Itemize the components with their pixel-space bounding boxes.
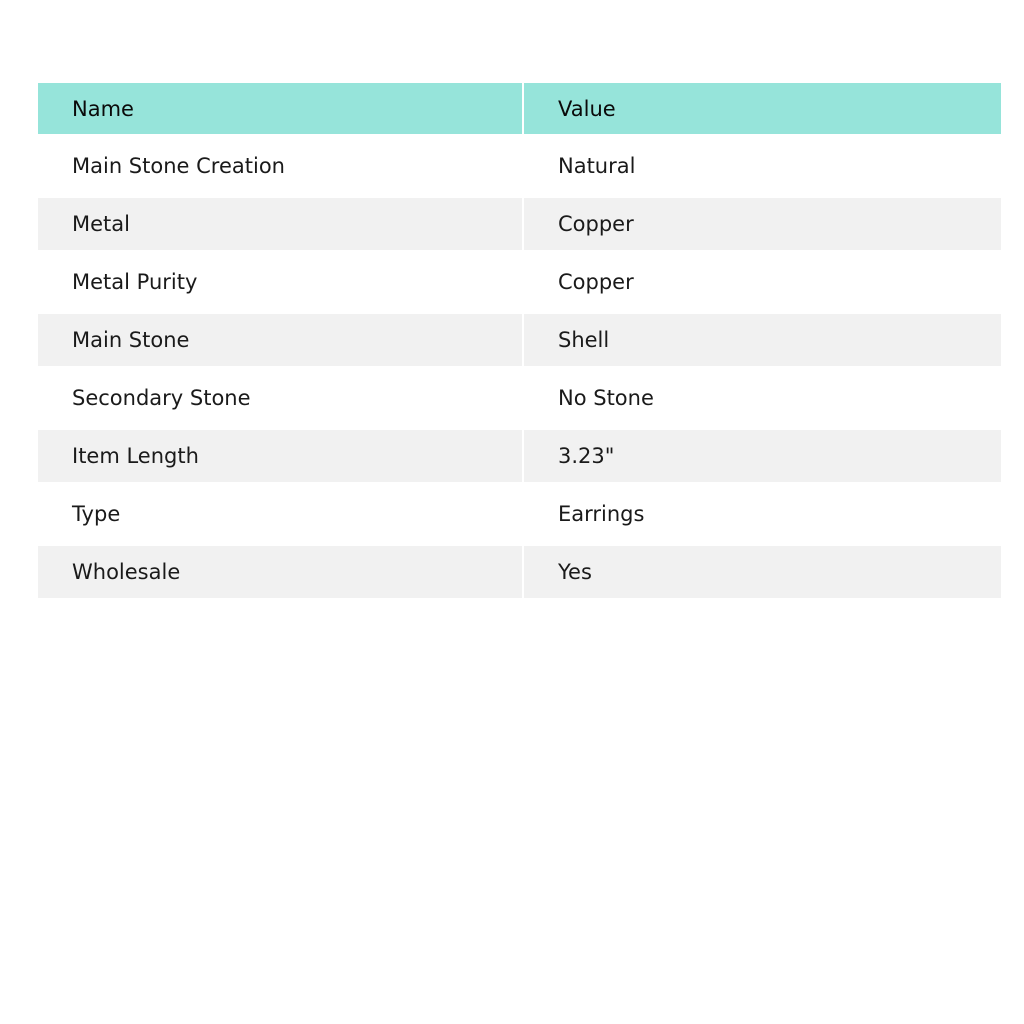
- row-name-cell: Type: [38, 482, 523, 546]
- row-value-cell: Earrings: [523, 482, 1001, 546]
- row-value-cell: Copper: [523, 198, 1001, 250]
- spec-table: [38, 83, 1001, 598]
- row-name-cell: Secondary Stone: [38, 366, 523, 430]
- row-value-cell: Natural: [523, 134, 1001, 198]
- row-value-cell: Copper: [523, 250, 1001, 314]
- table-row: [38, 546, 1001, 598]
- table-row: [38, 366, 1001, 430]
- row-name-cell: Item Length: [38, 430, 523, 482]
- table-header: [38, 83, 1001, 134]
- header-row: [38, 83, 1001, 134]
- column-header-value: Value: [523, 83, 1001, 134]
- row-name-cell: Metal: [38, 198, 523, 250]
- table-row: [38, 134, 1001, 198]
- table-row: [38, 482, 1001, 546]
- row-value-cell: Shell: [523, 314, 1001, 366]
- table-row: [38, 314, 1001, 366]
- row-value-cell: Yes: [523, 546, 1001, 598]
- table-row: [38, 430, 1001, 482]
- row-name-cell: Main Stone: [38, 314, 523, 366]
- row-value-cell: No Stone: [523, 366, 1001, 430]
- row-name-cell: Metal Purity: [38, 250, 523, 314]
- column-header-name: Name: [38, 83, 523, 134]
- table-body: [38, 134, 1001, 598]
- table-row: [38, 198, 1001, 250]
- table-row: [38, 250, 1001, 314]
- row-value-cell: 3.23": [523, 430, 1001, 482]
- row-name-cell: Main Stone Creation: [38, 134, 523, 198]
- row-name-cell: Wholesale: [38, 546, 523, 598]
